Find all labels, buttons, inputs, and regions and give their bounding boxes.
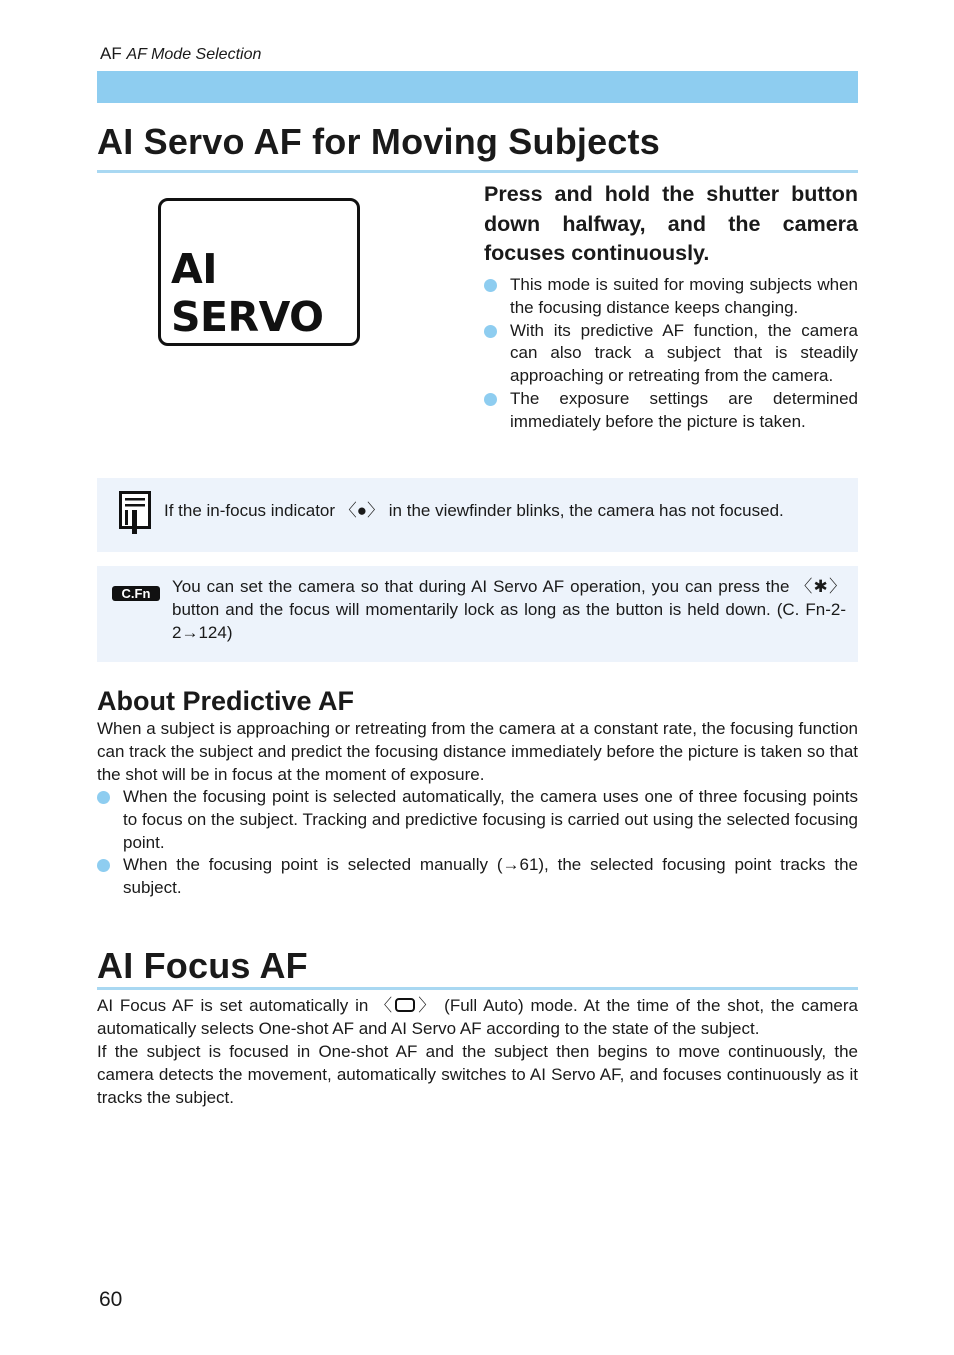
bullet-dot-icon bbox=[484, 325, 497, 338]
running-head-af: AF bbox=[100, 44, 122, 63]
list-item: The exposure settings are determined immediately before the picture is taken. bbox=[484, 388, 858, 434]
list-item: When the focusing point is selected automatically, the camera uses one of three focusing points to focus on the subject. Tracking and predictive focusing is carried out using the selected focusing point. bbox=[97, 786, 858, 854]
servo-bullet-list bbox=[484, 274, 858, 434]
ai-focus-paragraph-1: AI Focus AF is set automatically in 〈 〉 (Full Auto) mode. At the time of the shot, the camera automatically selects One-shot AF and AI Servo AF according to the state of the subject. bbox=[97, 996, 858, 1038]
list-item: When the focusing point is selected manually (→61), the selected focusing point tracks the subject. bbox=[97, 854, 858, 900]
ai-focus-paragraph-2: If the subject is focused in One-shot AF and the subject then begins to move continuously, the camera detects the movement, automatically switches to AI Servo AF, and focuses continuously as it tracks the subject. bbox=[97, 1042, 858, 1107]
bullet-dot-icon bbox=[97, 791, 110, 804]
cfn-text: You can set the camera so that during AI Servo AF operation, you can press the 〈✱〉 button and the focus will momentarily lock as long as the button is held down. (C. Fn-2-2→124) bbox=[172, 577, 846, 642]
bullet-dot-icon bbox=[97, 859, 110, 872]
note-memo-icon bbox=[119, 491, 151, 535]
predictive-bullet-list bbox=[97, 786, 858, 900]
lcd-display-illustration bbox=[158, 198, 360, 346]
section-color-bar bbox=[97, 71, 858, 103]
note-text: If the in-focus indicator 〈●〉 in the viewfinder blinks, the camera has not focused. bbox=[164, 501, 784, 520]
in-focus-indicator-icon: ● bbox=[356, 501, 368, 520]
bullet-dot-icon bbox=[484, 393, 497, 406]
predictive-intro: When a subject is approaching or retreating from the camera at a constant rate, the focusing function can track the subject and predict the focusing distance immediately before the picture is taken so that the shot will be in focus at the moment of exposure. bbox=[97, 719, 858, 784]
title-underline bbox=[97, 170, 858, 173]
bullet-dot-icon bbox=[484, 279, 497, 292]
full-auto-mode-icon bbox=[394, 997, 416, 1013]
running-head-section: AF Mode Selection bbox=[126, 46, 262, 63]
title-underline bbox=[97, 987, 858, 990]
lcd-label: AI SERVO bbox=[171, 245, 324, 341]
running-head bbox=[100, 44, 261, 64]
lead-instruction: Press and hold the shutter button down halfway, and the camera focuses continuously. bbox=[484, 182, 858, 265]
custom-function-box bbox=[97, 566, 858, 662]
note-box bbox=[97, 478, 858, 552]
subsection-title-predictive: About Predictive AF bbox=[97, 686, 355, 716]
cfn-badge-icon: C.Fn bbox=[112, 586, 160, 601]
section-title-ai-servo: AI Servo AF for Moving Subjects bbox=[97, 121, 660, 162]
list-item: This mode is suited for moving subjects when the focusing distance keeps changing. bbox=[484, 274, 858, 320]
list-item: With its predictive AF function, the camera can also track a subject that is steadily approaching or retreating from the camera. bbox=[484, 320, 858, 388]
section-title-ai-focus: AI Focus AF bbox=[97, 945, 308, 986]
ae-lock-button-icon: ✱ bbox=[813, 577, 828, 596]
page-number: 60 bbox=[99, 1288, 123, 1311]
